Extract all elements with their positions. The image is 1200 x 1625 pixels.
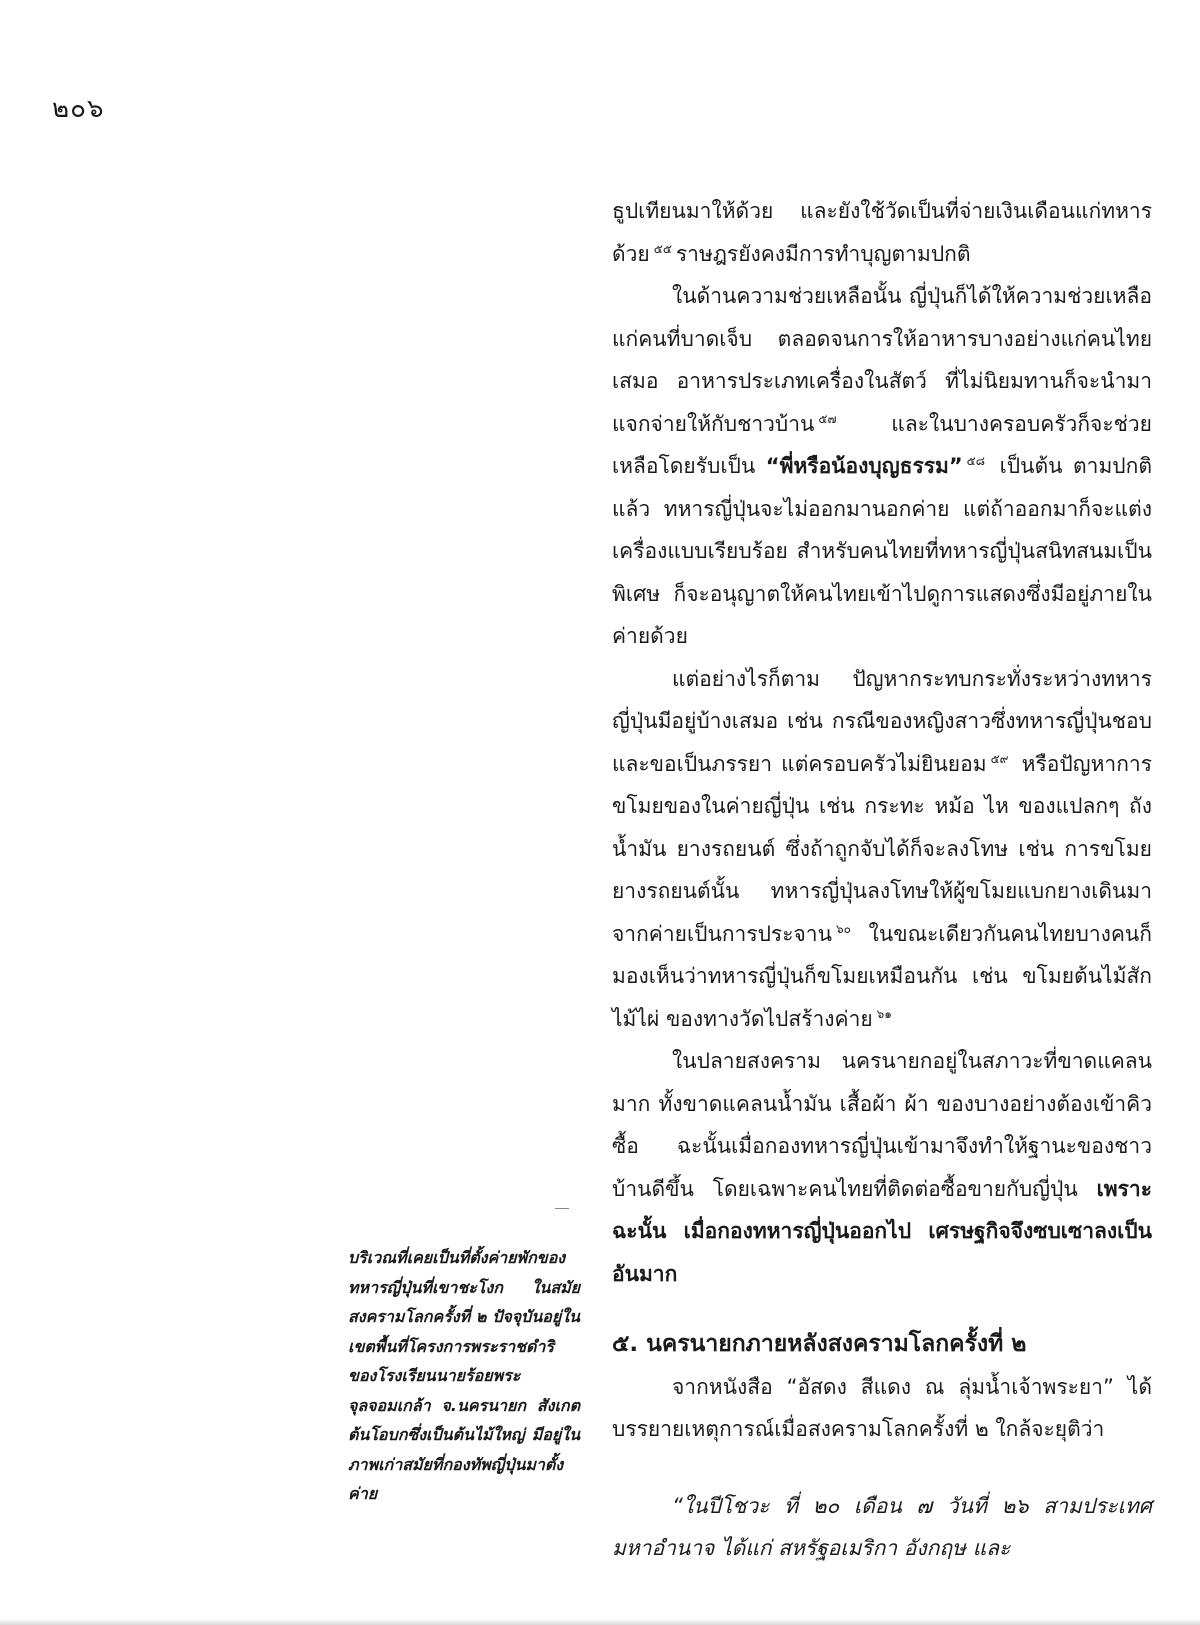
paragraph-3-text-a: แต่อย่างไรก็ตาม ปัญหากระทบกระทั่งระหว่างทหารญี่ปุ่นมีอยู่บ้างเสมอ เช่น กรณีของหญิงสาวซึ่งทหารญี่ปุ่นชอบ และขอเป็นภรรยา แต่ครอบครัวไม่ยินยอม — [612, 666, 1152, 776]
footnote-marker-57: ๕๗ — [818, 411, 837, 426]
footnote-marker-55: ๕๕ — [653, 241, 672, 256]
scan-bottom-edge — [0, 1619, 1200, 1625]
paragraph-2-text-a: ในด้านความช่วยเหลือนั้น ญี่ปุ่นก็ได้ให้ความช่วยเหลือแก่คนที่บาดเจ็บ ตลอดจนการให้อาหารบางอย่างแก่คนไทยเสมอ อาหารประเภทเครื่องในสัตว์ ที่ไม่นิยมทานก็จะนำมาแจกจ่ายให้กับชาวบ้าน — [612, 284, 1152, 436]
paragraph-4-text: ในปลายสงคราม นครนายกอยู่ในสภาวะที่ขาดแคลนมาก ทั้งขาดแคลนน้ำมัน เสื้อผ้า ผ้า ของบางอย่างต้องเข้าคิวซื้อ ฉะนั้นเมื่อกองทหารญี่ปุ่นเข้ามาจึงทำให้ฐานะของชาวบ้านดีขึ้น โดยเฉพาะคนไทยที่ติดต่อซื้อขายกับญี่ปุ่น — [612, 1049, 1152, 1201]
footnote-marker-61: ๖๑ — [876, 1006, 892, 1021]
paragraph-1-line-2: ด้วย — [612, 241, 650, 266]
paragraph-1-line-1: ธูปเทียนมาให้ด้วย และยังใช้วัดเป็นที่จ่ายเงินเดือนแก่ทหาร — [612, 199, 1152, 223]
main-text-column — [612, 190, 1152, 1570]
section-heading: ๕. นครนายกภายหลังสงครามโลกครั้งที่ ๒ — [612, 1331, 1027, 1357]
paragraph-2-text-b: และในบางครอบครัวก็จะช่วยเหลือโดยรับเป็น — [612, 411, 1152, 478]
footnote-marker-58: ๕๘ — [966, 454, 985, 468]
footnote-marker-59: ๕๙ — [990, 751, 1009, 766]
paragraph-3 — [612, 658, 1152, 1041]
paragraph-1 — [612, 190, 1152, 275]
photo-caption: บริเวณที่เคยเป็นที่ตั้งค่ายพักของทหารญี่ปุ่นที่เขาชะโงก ในสมัยสงครามโลกครั้งที่ ๒ ปัจจุบันอยู่ในเขตพื้นที่โครงการพระราชดำริ ของโรงเรียนนายร้อยพระจุลจอมเกล้า จ.นครนายก สังเกตต้นโอบกซึ่งเป็นต้นไม้ใหญ่ มีอยู่ในภาพเก่าสมัยที่กองทัพญี่ปุ่นมาตั้งค่าย — [348, 1248, 580, 1503]
paragraph-3-text-b: หรือปัญหาการขโมยของในค่ายญี่ปุ่น เช่น กระทะ หม้อ ไห ของแปลกๆ ถังน้ำมัน ยางรถยนต์ ซึ่งถ้าถูกจับได้ก็จะลงโทษ เช่น การขโมยยางรถยนต์นั้น ทหารญี่ปุ่นลงโทษให้ผู้ขโมยแบกยางเดินมาจากค่ายเป็นการประจาน — [612, 751, 1152, 946]
page-number: ๒๐๖ — [52, 94, 105, 124]
paragraph-2 — [612, 275, 1152, 658]
paragraph-4-bold-conclusion: เพราะฉะนั้น เมื่อกองทหารญี่ปุ่นออกไป เศรษฐกิจจึงซบเซาลงเป็นอันมาก — [612, 1176, 1152, 1286]
paragraph-2-bold-term: “พี่หรือน้องบุญธรรม” — [765, 454, 963, 478]
paragraph-5: จากหนังสือ “อัสดง สีแดง ณ ลุ่มน้ำเจ้าพระยา” ได้บรรยายเหตุการณ์เมื่อสงครามโลกครั้งที่ ๒ ใกล้จะยุติว่า — [612, 1374, 1152, 1441]
paragraph-2-text-c: เป็นต้น ตามปกติแล้ว ทหารญี่ปุ่นจะไม่ออกมานอกค่าย แต่ถ้าออกมาก็จะแต่งเครื่องแบบเรียบร้อย สำหรับคนไทยที่ทหารญี่ปุ่นสนิทสนมเป็นพิเศษ ก็จะอนุญาตให้คนไทยเข้าไปดูการแสดงซึ่งมีอยู่ภายในค่ายด้วย — [612, 454, 1152, 648]
paragraph-1-line-2-rest: ราษฎรยังคงมีการทำบุญตามปกติ — [675, 241, 971, 266]
paragraph-3-text-c: ในขณะเดียวกันคนไทยบางคนก็มองเห็นว่าทหารญี่ปุ่นก็ขโมยเหมือนกัน เช่น ขโมยต้นไม้สัก ไม้ไผ่ ของทางวัดไปสร้างค่าย — [612, 921, 1152, 1031]
quotation: “ในปีโชวะ ที่ ๒๐ เดือน ๗ วันที่ ๒๖ สามประเทศมหาอำนาจ ได้แก่ สหรัฐอเมริกา อังกฤษ และ — [612, 1493, 1152, 1560]
footnote-marker-60: ๖๐ — [835, 921, 851, 936]
caption-divider — [555, 1208, 569, 1209]
paragraph-4 — [612, 1040, 1152, 1295]
